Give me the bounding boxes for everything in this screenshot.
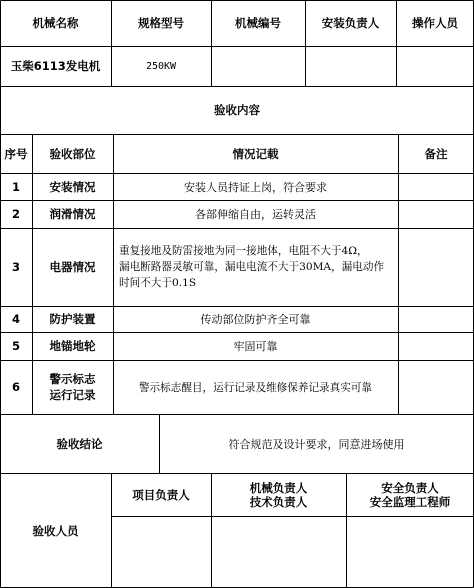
mech-lead-label — [211, 473, 346, 516]
conclusion-label: 验收结论 — [56, 436, 103, 451]
safety-lead-line: 安全监理工程师 — [369, 494, 451, 509]
row-3-part: 电器情况 — [49, 260, 96, 274]
project-lead-label: 项目负责人 — [132, 487, 190, 502]
section-title: 验收内容 — [214, 103, 260, 117]
row-3-record-line: 重复接地及防雷接地为同一接地体，电阻不大于4Ω， — [119, 245, 368, 257]
header-model: 规格型号 — [138, 16, 184, 30]
row-6-part-line: 警示标志 — [49, 372, 96, 386]
row-1-record: 安装人员持证上岗，符合要求 — [184, 180, 327, 194]
mech-lead-line: 技术负责人 — [249, 494, 308, 509]
row-4-part: 防护装置 — [49, 312, 96, 326]
header-machine-no: 机械编号 — [235, 16, 281, 30]
col-record: 情况记载 — [232, 146, 279, 161]
row-4-record: 传动部位防护齐全可靠 — [200, 313, 311, 326]
col-remark: 备注 — [424, 146, 448, 161]
row-3-record-line: 时间不大于0.1S — [119, 277, 197, 289]
row-3-record-line: 漏电断路器灵敏可靠，漏电电流不大于30MA，漏电动作 — [119, 261, 385, 273]
row-6-record: 警示标志醒目，运行记录及维修保养记录真实可靠 — [138, 381, 373, 394]
safety-lead-label — [346, 473, 474, 516]
header-machine-name: 机械名称 — [32, 16, 79, 30]
row-3-no: 3 — [11, 260, 20, 274]
machine-name-value: 玉柴6113发电机 — [10, 59, 101, 73]
row-1-part: 安装情况 — [49, 179, 96, 194]
row-6-part-line: 运行记录 — [49, 388, 96, 402]
row-1-no: 1 — [11, 179, 20, 194]
header-installer: 安装负责人 — [321, 16, 380, 30]
col-no: 序号 — [4, 146, 28, 161]
acceptance-label: 验收人员 — [32, 523, 79, 538]
row-2-part: 润滑情况 — [49, 207, 96, 221]
header-operator: 操作人员 — [412, 16, 458, 30]
row-5-part: 地锚地轮 — [49, 339, 96, 353]
row-5-record: 牢固可靠 — [233, 340, 278, 353]
row-3-record — [113, 228, 398, 306]
safety-lead-line: 安全负责人 — [381, 480, 439, 495]
mech-lead-line: 机械负责人 — [249, 480, 308, 495]
row-2-no: 2 — [11, 207, 20, 221]
conclusion-text: 符合规范及设计要求，同意进场使用 — [228, 437, 405, 451]
row-4-no: 4 — [11, 312, 20, 326]
row-5-no: 5 — [11, 339, 20, 353]
machine-model-value: 250KW — [145, 60, 177, 72]
row-2-record: 各部伸缩自由，运转灵活 — [195, 208, 316, 221]
row-6-part — [32, 360, 113, 414]
row-6-no: 6 — [11, 380, 20, 394]
col-part: 验收部位 — [49, 146, 96, 161]
